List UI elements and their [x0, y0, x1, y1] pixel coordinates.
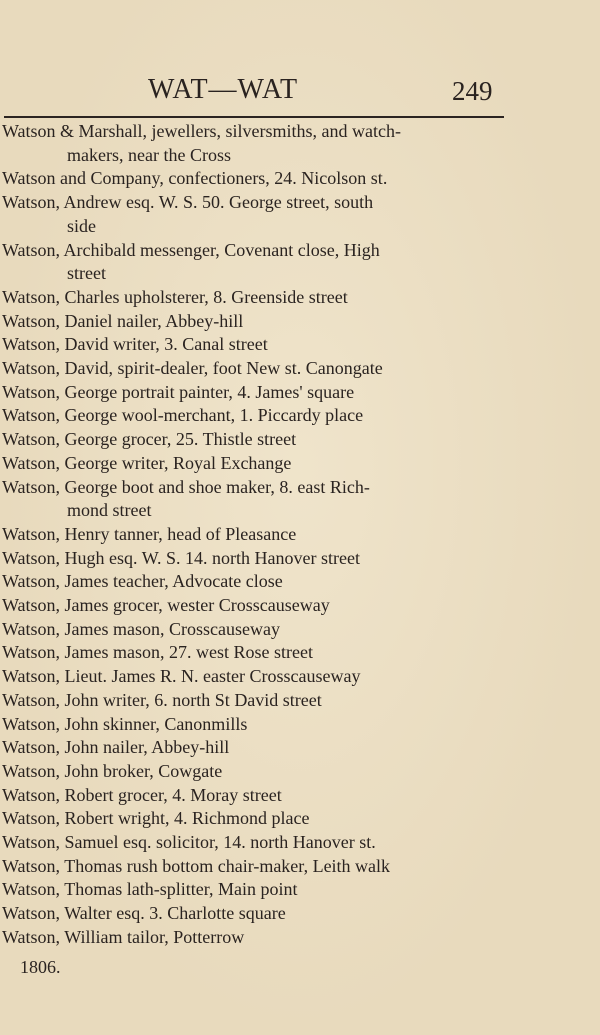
entry-line: Watson, George portrait painter, 4. James' square	[2, 381, 355, 402]
entry-line: Watson, George writer, Royal Exchange	[2, 452, 292, 473]
entry-line: Watson, James mason, Crosscauseway	[2, 618, 280, 639]
page-year: 1806.	[20, 957, 61, 977]
running-head: WAT—WAT	[148, 74, 299, 105]
entry-line: Watson, David writer, 3. Canal street	[2, 334, 268, 355]
entry-line: Watson, Thomas lath-splitter, Main point	[2, 879, 298, 900]
entry-line: Watson, Hugh esq. W. S. 14. north Hanover street	[2, 547, 361, 568]
entry-continuation: makers, near the Cross	[67, 144, 231, 165]
page-number: 249	[452, 76, 493, 106]
entry-line: Watson, Charles upholsterer, 8. Greenside street	[2, 286, 348, 307]
entry-line: Watson, Robert grocer, 4. Moray street	[2, 784, 282, 805]
entry-line: Watson, Walter esq. 3. Charlotte square	[2, 903, 286, 924]
entry-line: Watson, Lieut. James R. N. easter Crosscauseway	[2, 666, 361, 687]
entry-continuation: side	[67, 215, 96, 236]
entry-line: Watson, John writer, 6. north St David street	[2, 689, 322, 710]
entry-line: Watson, George grocer, 25. Thistle street	[2, 429, 297, 450]
header-rule	[4, 116, 504, 118]
entry-continuation: street	[67, 263, 106, 284]
page-header	[0, 70, 600, 114]
entry-line: Watson, Andrew esq. W. S. 50. George street, south	[2, 192, 374, 213]
entry-line: Watson, James teacher, Advocate close	[2, 571, 283, 592]
entry-line: Watson, Samuel esq. solicitor, 14. north Hanover st.	[2, 832, 376, 852]
entry-line: Watson, John broker, Cowgate	[2, 760, 223, 781]
entry-line: Watson, Archibald messenger, Covenant close, High	[2, 239, 380, 260]
entry-line: Watson, John skinner, Canonmills	[2, 713, 248, 734]
directory-entries	[0, 120, 600, 970]
entry-line: Watson, Henry tanner, head of Pleasance	[2, 523, 297, 544]
entry-line: Watson, James mason, 27. west Rose street	[2, 642, 314, 663]
entry-line: Watson and Company, confectioners, 24. Nicolson st.	[2, 168, 388, 189]
entry-line: Watson & Marshall, jewellers, silversmiths, and watch-	[2, 121, 401, 141]
entry-line: Watson, John nailer, Abbey-hill	[2, 737, 230, 758]
entry-line: Watson, Robert wright, 4. Richmond place	[2, 808, 310, 829]
entry-line: Watson, George boot and shoe maker, 8. east Rich-	[2, 476, 370, 497]
entry-line: Watson, George wool-merchant, 1. Piccardy place	[2, 405, 364, 426]
entry-line: Watson, James grocer, wester Crosscauseway	[2, 595, 330, 615]
entry-continuation: mond street	[67, 500, 152, 521]
entry-line: Watson, Daniel nailer, Abbey-hill	[2, 310, 244, 331]
entry-line: Watson, William tailor, Potterrow	[2, 926, 245, 947]
entry-line: Watson, Thomas rush bottom chair-maker, Leith walk	[2, 855, 391, 876]
entry-line: Watson, David, spirit-dealer, foot New st. Canongate	[2, 358, 383, 378]
